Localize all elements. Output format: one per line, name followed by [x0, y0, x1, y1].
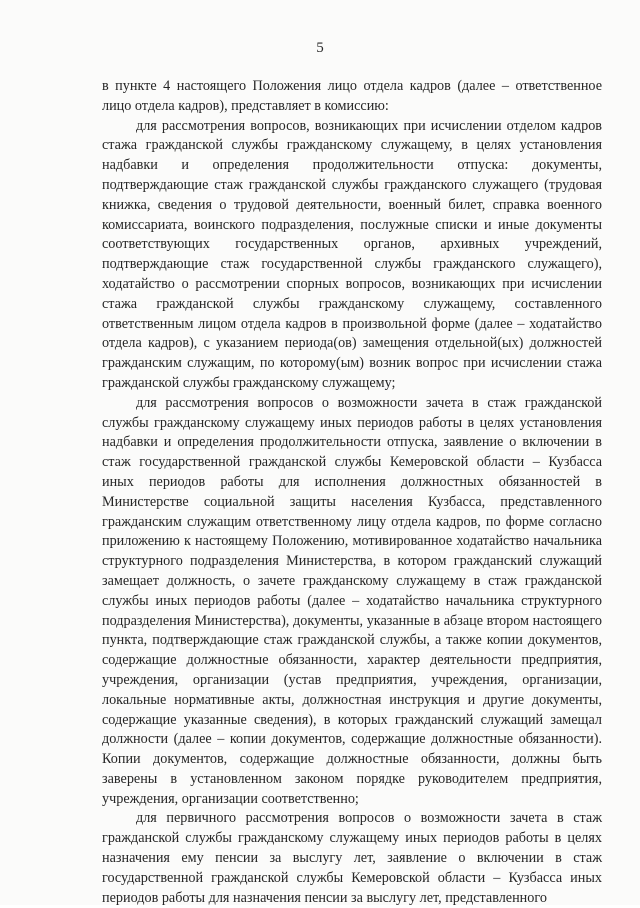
document-body [102, 77, 602, 908]
page-number: 5 [316, 40, 324, 56]
paragraph-pension-periods: для первичного рассмотрения вопросов о возможности зачета в стаж гражданской службы гражданскому служащему иных периодов работы в целях назначения ему пенсии за выслугу лет, заявление о включении в стаж государственной гражданской службы Кемеровской области – Кузбасса иных периодов работы для назначения пенсии за выслугу лет, представленного [102, 810, 602, 906]
paragraph-other-periods: для рассмотрения вопросов о возможности зачета в стаж гражданской службы гражданскому служащему иных периодов работы в целях установления надбавки и определения продолжительности отпуска, заявление о включении в стаж государственной гражданской службы Кемеровской области – Кузбасса иных периодов работы для исполнения должностных обязанностей в Министерстве социальной защиты населения Кузбасса, представленного гражданским служащим ответственному лицу отдела кадров, по форме согласно приложению к настоящему Положению, мотивированное ходатайство начальника структурного подразделения Министерства, в котором гражданский служащий замещает должность, о зачете гражданскому служащему в стаж гражданской службы иных периодов работы (далее – ходатайство начальника структурного подразделения Министерства), документы, указанные в абзаце втором настоящего пункта, подтверждающие стаж гражданской службы, а также копии документов, содержащие должностные обязанности, характер деятельности предприятия, учреждения, организации (устав предприятия, учреждения, организации, локальные нормативные акты, должностная инструкция и другие документы, содержащие указанные сведения), в которых гражданский служащий замещал должности (далее – копии документов, содержащие должностные обязанности). Копии документов, содержащие должностные обязанности, должны быть заверены в установленном законом порядке руководителем предприятия, учреждения, организации соответственно; [102, 394, 602, 807]
paragraph-stazh-documents: для рассмотрения вопросов, возникающих при исчислении отделом кадров стажа гражданской службы гражданскому служащему, в целях установления надбавки и определения продолжительности отпуска: документы, подтверждающие стаж гражданской службы гражданского служащего (трудовая книжка, сведения о трудовой деятельности, военный билет, справка военного комиссариата, воинского подразделения, послужные списки и иные документы соответствующих государственных органов, архивных учреждений, подтверждающие стаж государственной службы гражданского служащего), ходатайство о рассмотрении спорных вопросов, возникающих при исчислении стажа гражданской службы гражданскому служащему, составленного ответственным лицом отдела кадров в произвольной форме (далее – ходатайство отдела кадров), с указанием периода(ов) замещения отдельной(ых) должностей гражданским служащим, по которому(ым) возник вопрос при исчислении стажа гражданской службы гражданскому служащему; [102, 117, 602, 391]
paragraph-continuation: в пункте 4 настоящего Положения лицо отдела кадров (далее – ответственное лицо отдела кадров), представляет в комиссию: [102, 78, 602, 114]
